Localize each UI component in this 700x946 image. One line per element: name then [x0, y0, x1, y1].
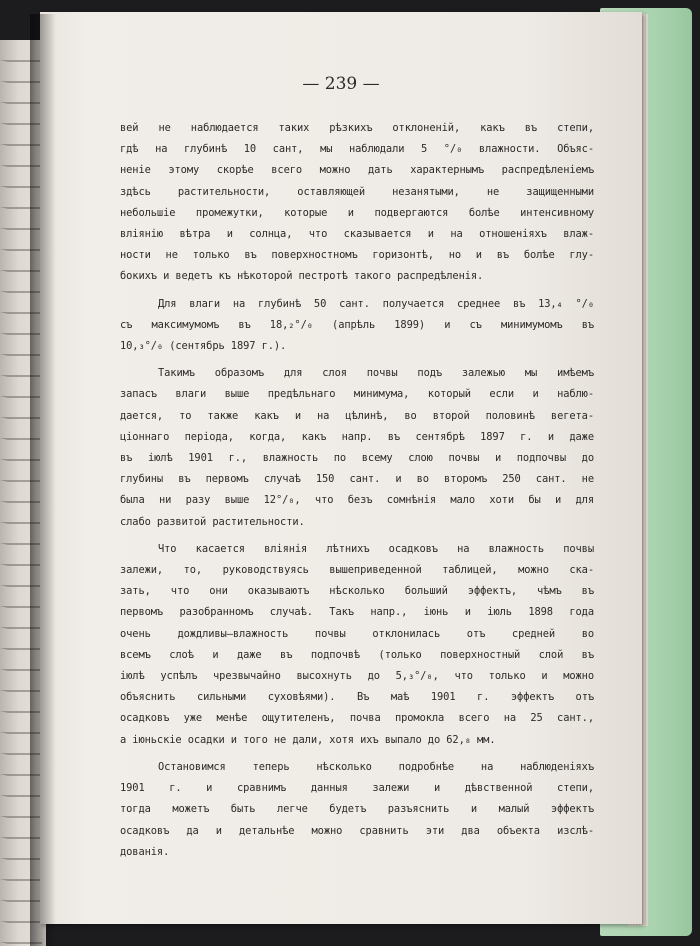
book-page	[40, 12, 642, 924]
text-line: Такимъ образомъ для слоя почвы подъ залежью мы имѣемъ	[158, 367, 594, 380]
text-line: первомъ разобранномъ случаѣ. Такъ напр., іюнь и іюль 1898 года	[120, 606, 594, 619]
text-line: 1901 г. и сравнимъ данныя залежи и дѣвственной степи,	[120, 782, 594, 795]
text-line: здѣсь растительности, оставляющей незанятыми, не защищенными	[120, 185, 594, 198]
paragraph	[120, 539, 594, 751]
spine-shadow	[30, 14, 56, 946]
text-line: объяснить сильными суховѣями). Въ маѣ 1901 г. эффектъ отъ	[120, 691, 594, 704]
text-line: осадковъ уже менѣе ощутителенъ, почва промокла всего на 25 сант.,	[120, 712, 594, 725]
page-number: — 239 —	[302, 74, 380, 94]
text-line: дается, то также какъ и на цѣлинѣ, во второй половинѣ вегета-	[120, 409, 594, 422]
text-line: запасъ влаги выше предѣльнаго минимума, который если и наблю-	[120, 388, 594, 401]
text-line: вліянію вѣтра и солнца, что сказывается и на отношеніяхъ влаж-	[120, 228, 594, 241]
text-line: неніе этому скорѣе всего можно дать характернымъ распредѣленіемъ	[120, 164, 594, 177]
text-line: Для влаги на глубинѣ 50 сант. получается среднее въ 13,₄ °/₀	[158, 297, 594, 310]
text-line: залежи, то, руководствуясь вышеприведенной таблицей, можно ска-	[120, 564, 594, 577]
text-line: Что касается вліянія лѣтнихъ осадковъ на влажность почвы	[158, 542, 594, 555]
paragraph	[120, 363, 594, 533]
text-line: дованія.	[120, 845, 170, 858]
text-line: а іюньскіе осадки и того не дали, хотя ихъ выпало до 62,₈ мм.	[120, 733, 496, 746]
text-line: 10,₃°/₀ (сентябрь 1897 г.).	[120, 340, 287, 353]
text-line: гдѣ на глубинѣ 10 сант, мы наблюдали 5 °/₀ влажности. Объяс-	[120, 143, 594, 156]
text-line: тогда можетъ быть легче будетъ разъяснить и малый эффектъ	[120, 803, 594, 816]
text-line: зать, что они оказываютъ нѣсколько больший эффектъ, чѣмъ въ	[120, 585, 594, 598]
text-line: небольшіе промежутки, которые и подвергаются болѣе интенсивному	[120, 206, 594, 219]
text-line: глубины въ первомъ случаѣ 150 сант. и во второмъ 250 сант. не	[120, 473, 594, 486]
paragraph	[120, 294, 594, 358]
body-text	[120, 118, 594, 869]
text-line: въ іюлѣ 1901 г., влажность по всему слою почвы и подпочвы до	[120, 452, 594, 465]
text-line: всемъ слоѣ и даже въ подпочвѣ (только поверхностный слой въ	[120, 648, 594, 661]
text-line: ціоннаго періода, когда, какъ напр. въ сентябрѣ 1897 г. и даже	[120, 430, 594, 443]
text-line: съ максимумомъ въ 18,₂°/₀ (апрѣль 1899) и съ минимумомъ въ	[120, 318, 594, 331]
text-line: была ни разу выше 12°/₀, что безъ сомнѣнія мало хоти бы и для	[120, 494, 594, 507]
paragraph	[120, 118, 594, 288]
text-line: Остановимся теперь нѣсколько подробнѣе на наблюденіяхъ	[158, 760, 594, 773]
text-line: слабо развитой растительности.	[120, 515, 305, 528]
paragraph	[120, 757, 594, 863]
text-line: осадковъ да и детальнѣе можно сравнить эти два объекта изслѣ-	[120, 824, 594, 837]
text-line: вей не наблюдается таких рѣзкихъ отклоненій, какъ въ степи,	[120, 122, 594, 134]
text-line: очень дождливы—влажность почвы отклонилась отъ средней во	[120, 627, 594, 640]
text-line: бокихъ и ведетъ къ нѣкоторой пестротѣ такого распредѣленія.	[120, 270, 484, 283]
text-line: іюлѣ успѣлъ чрезвычайно высохнуть до 5,₃°/₀, что только и можно	[120, 670, 594, 683]
text-line: ности не только въ поверхностномъ горизонтѣ, но и въ болѣе глу-	[120, 249, 594, 262]
